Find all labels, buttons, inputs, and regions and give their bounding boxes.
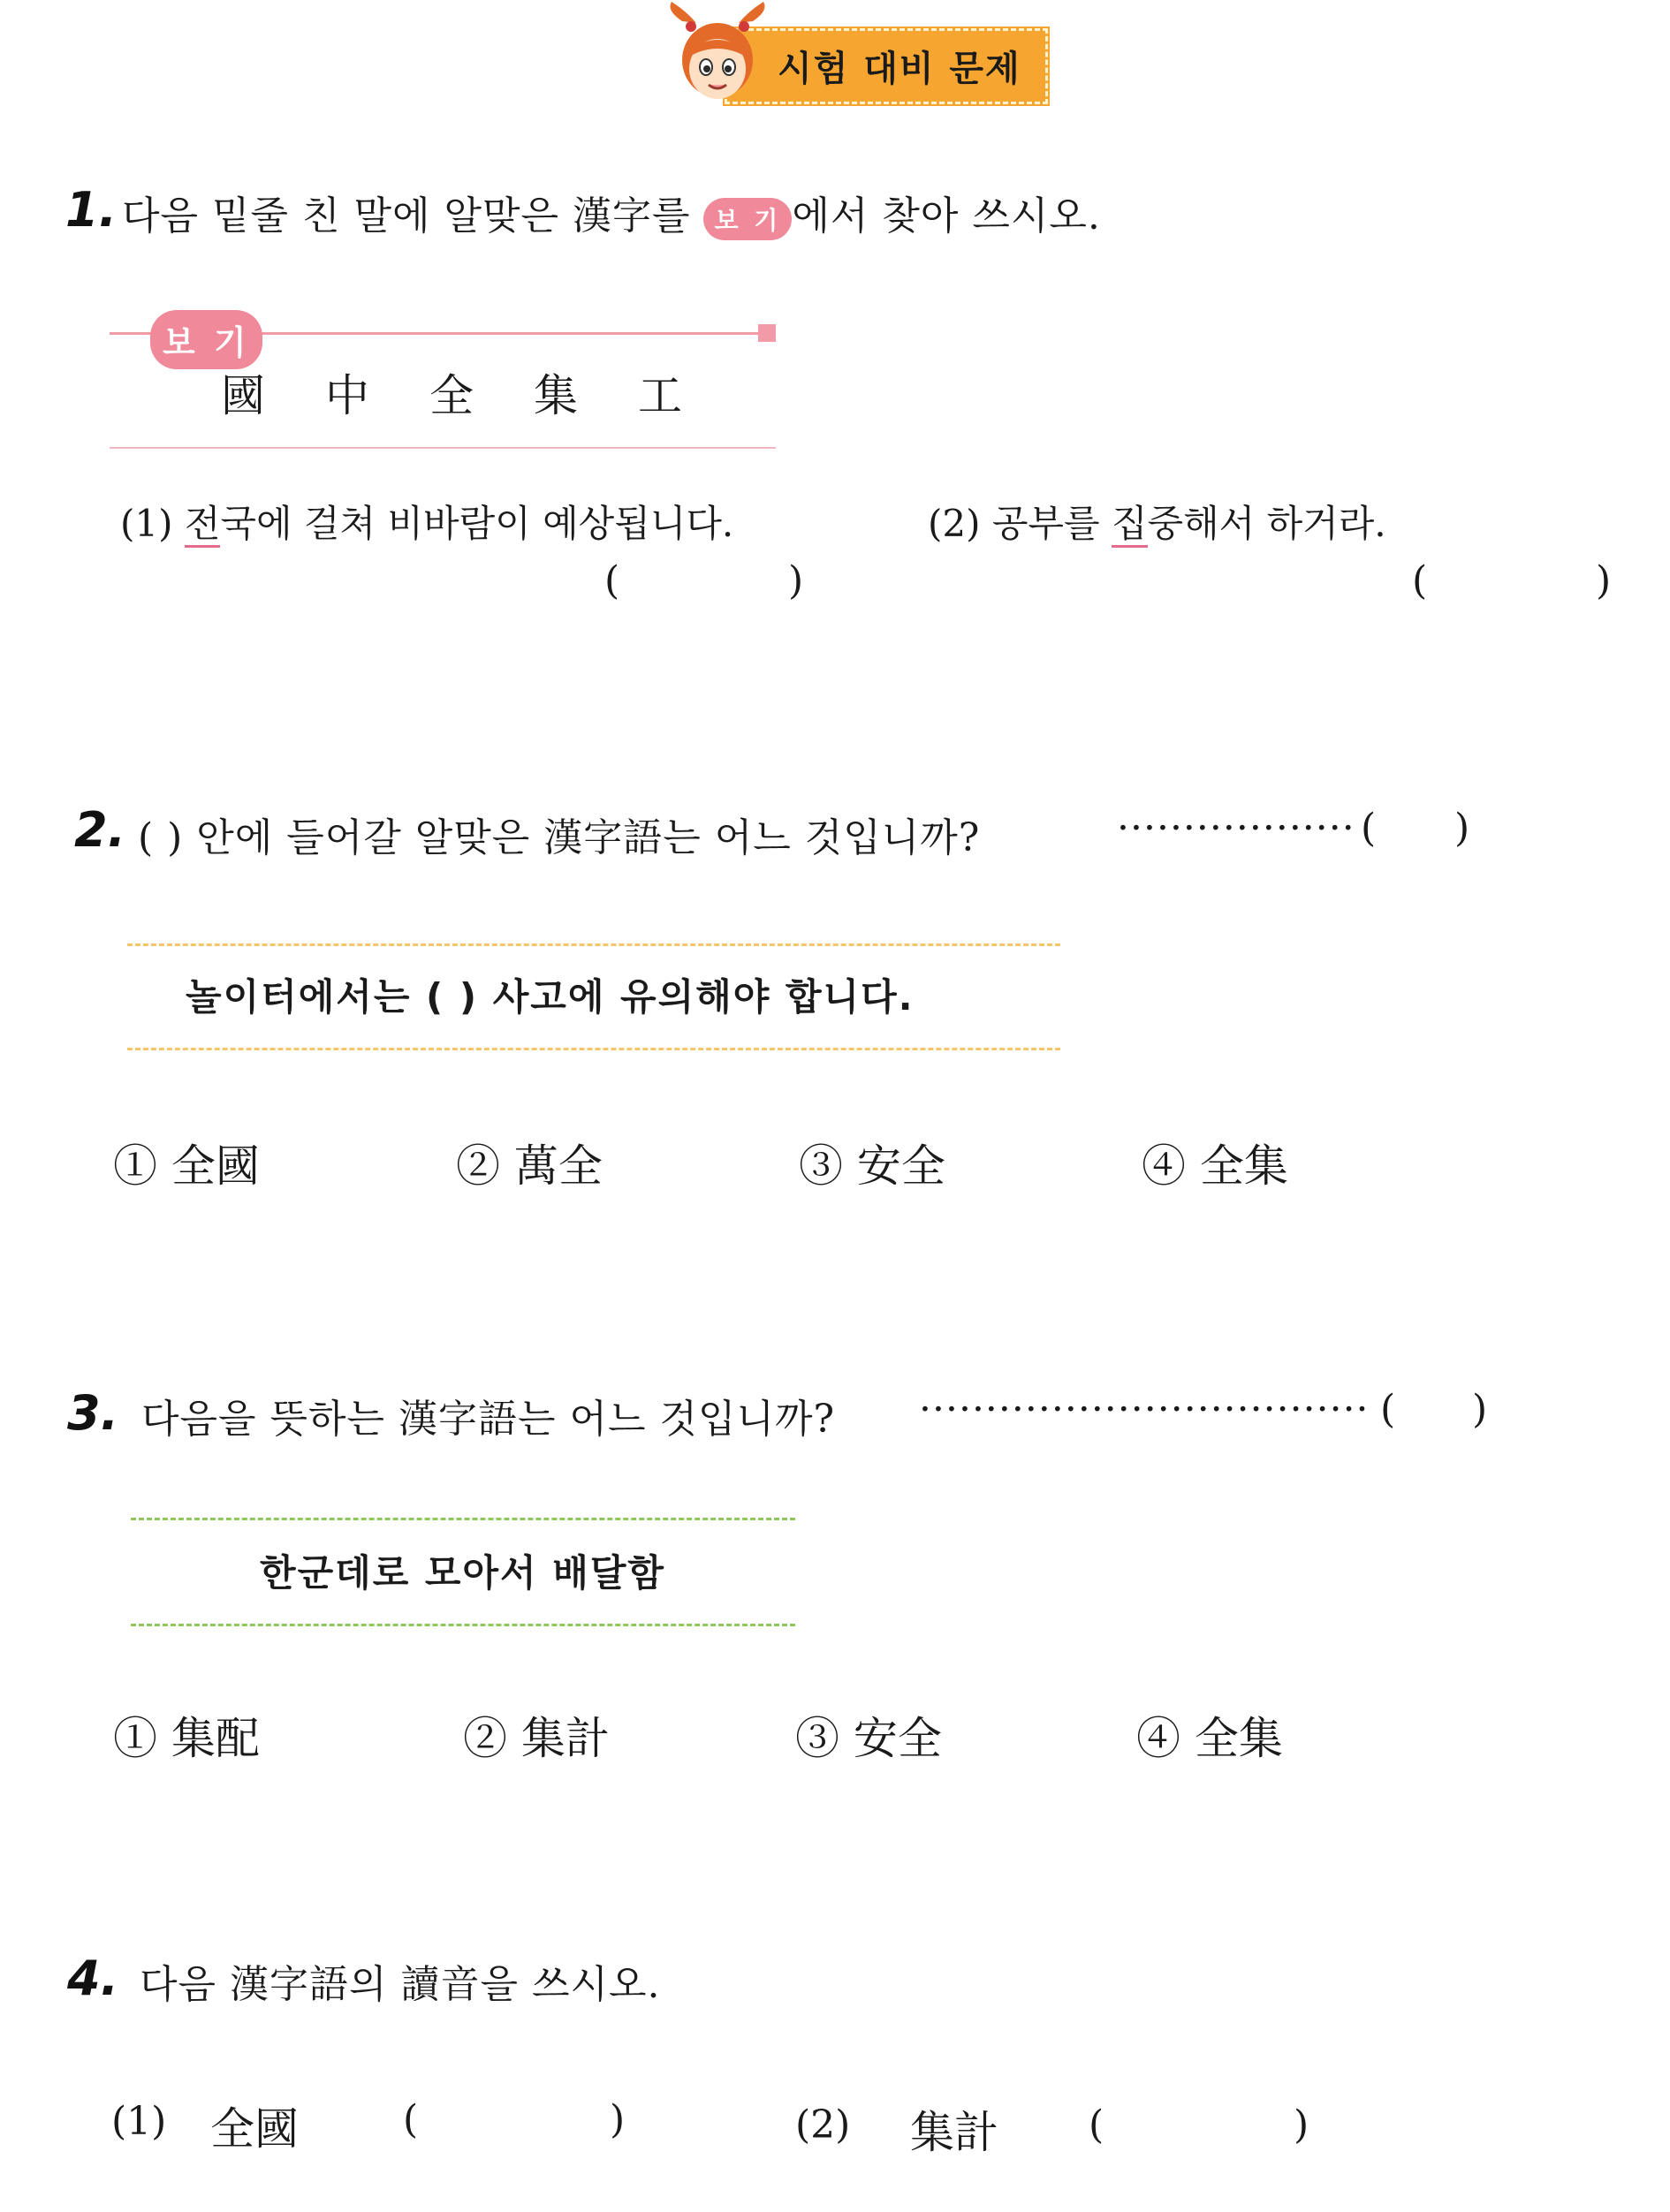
q2-box-text: 놀이터에서는 ( ) 사고에 유의해야 합니다. (186, 975, 915, 1019)
example-bottom-line (110, 447, 776, 449)
q1-item-2-answer-open[interactable]: ( (1412, 558, 1428, 603)
q1-item-2-rest: 중해서 하거라. (1147, 502, 1386, 545)
q1-item-2-answer-close[interactable]: ) (1596, 558, 1612, 603)
example-option: 中 (325, 370, 369, 421)
q3-answer-close[interactable]: ) (1472, 1387, 1488, 1432)
q1-text-after: 에서 찾아 쓰시오. (792, 193, 1101, 239)
q4-item-1-answer-close[interactable]: ) (610, 2097, 626, 2142)
q1-item-2-underlined: 집 (1112, 502, 1148, 548)
example-option: 工 (638, 370, 682, 421)
q1-item-1 (120, 495, 733, 548)
q2-choice-1[interactable]: ① 全國 (113, 1140, 260, 1192)
q1-item-2-number: (2) (928, 502, 981, 545)
q1-item-1-answer-open[interactable]: ( (604, 558, 620, 603)
mascot-girl-icon (664, 2, 770, 106)
header-title: 시험 대비 문제 (778, 49, 1021, 89)
q1-bogi-badge: 보 기 (703, 198, 792, 240)
q1-item-1-answer-close[interactable]: ) (788, 558, 804, 603)
q1-instruction (122, 184, 1101, 240)
q3-choice-1[interactable]: ① 集配 (113, 1713, 260, 1764)
q1-item-2 (928, 495, 1386, 548)
q4-item-1-word: 全國 (210, 2103, 299, 2155)
q1-item-1-underlined: 전 (185, 502, 221, 548)
q3-text: 다음을 뜻하는 漢字語는 어느 것입니까? (141, 1397, 836, 1442)
q3-box-top-border (131, 1518, 795, 1520)
q2-answer-open[interactable]: ( (1361, 806, 1377, 851)
example-option: 國 (221, 370, 265, 421)
q4-item-1-answer-open[interactable]: ( (403, 2097, 419, 2142)
q4-item-2-word: 集計 (910, 2107, 998, 2158)
q3-box-bottom-border (131, 1624, 795, 1626)
q3-box-text: 한군데로 모아서 배달함 (260, 1551, 665, 1595)
q1-number: 1. (65, 182, 118, 238)
example-label: 보 기 (150, 310, 262, 369)
example-option: 集 (534, 370, 578, 421)
example-option: 全 (429, 370, 474, 421)
q3-choice-2[interactable]: ② 集計 (463, 1713, 610, 1764)
q2-answer-close[interactable]: ) (1454, 806, 1470, 851)
q2-box-top-border (127, 943, 1060, 946)
q2-choice-4[interactable]: ④ 全集 (1142, 1140, 1288, 1192)
q4-item-2-number: (2) (795, 2102, 851, 2148)
q2-dots: ·················· (1117, 806, 1355, 851)
q3-choice-3[interactable]: ③ 安全 (795, 1713, 942, 1764)
q2-box-bottom-border (127, 1048, 1060, 1050)
q1-text-before: 다음 밑줄 친 말에 알맞은 漢字를 (122, 193, 691, 239)
q1-item-1-number: (1) (120, 502, 173, 545)
q4-item-2-answer-close[interactable]: ) (1294, 2102, 1309, 2148)
q1-item-1-rest: 국에 걸쳐 비바람이 예상됩니다. (220, 502, 734, 545)
q3-number: 3. (67, 1385, 119, 1441)
q4-item-1-number: (1) (111, 2099, 167, 2144)
q2-number: 2. (74, 802, 126, 858)
q4-number: 4. (67, 1951, 119, 2006)
example-line-end (758, 324, 776, 342)
q2-choice-2[interactable]: ② 萬全 (456, 1140, 603, 1192)
q3-dots: ·································· (919, 1387, 1370, 1432)
q1-item-2-before: 공부를 (991, 502, 1112, 545)
q3-choice-4[interactable]: ④ 全集 (1136, 1713, 1283, 1764)
q3-answer-open[interactable]: ( (1380, 1387, 1396, 1432)
q4-item-2-answer-open[interactable]: ( (1089, 2102, 1104, 2148)
q2-choice-3[interactable]: ③ 安全 (799, 1140, 945, 1192)
q4-text: 다음 漢字語의 讀音을 쓰시오. (140, 1962, 661, 2007)
q2-text: ( ) 안에 들어갈 알맞은 漢字語는 어느 것입니까? (138, 815, 981, 860)
